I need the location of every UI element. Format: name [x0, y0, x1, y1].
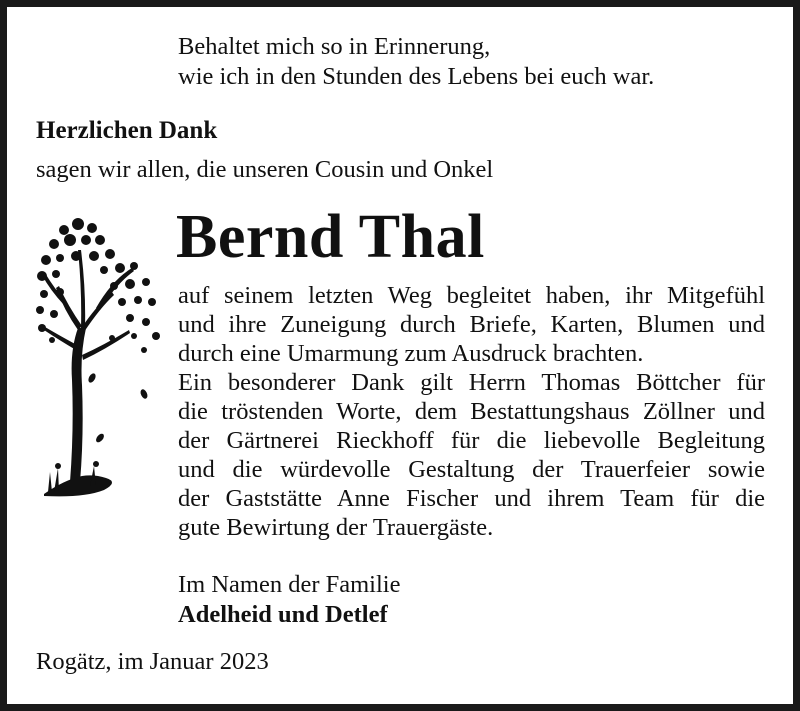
body-line: gute Bewirtung der Trauergäste. [178, 514, 494, 541]
body-line: der Gärtnerei Rieckhoff für die liebevolle Begleitung [178, 427, 765, 454]
body-line: auf seinem letzten Weg begleitet haben, ihr Mitgefühl [178, 282, 765, 309]
body-line: Ein besonderer Dank gilt Herrn Thomas Böttcher für [178, 369, 765, 396]
verse-line-2: wie ich in den Stunden des Lebens bei euch war. [178, 63, 655, 90]
signature-names: Adelheid und Detlef [178, 601, 388, 628]
thanks-intro: sagen wir allen, die unseren Cousin und Onkel [36, 156, 494, 183]
thanks-heading: Herzlichen Dank [36, 117, 218, 144]
thanks-body [178, 281, 765, 542]
signature-intro: Im Namen der Familie [178, 571, 401, 598]
body-line: und die würdevolle Gestaltung der Trauerfeier sowie [178, 456, 765, 483]
deceased-name: Bernd Thal [176, 203, 485, 271]
memorial-verse [178, 32, 654, 92]
body-line: die tröstenden Worte, dem Bestattungshaus Zöllner und [178, 398, 765, 425]
tree-icon [34, 210, 162, 502]
body-line: der Gaststätte Anne Fischer und ihrem Team für die [178, 485, 765, 512]
body-line: und ihre Zuneigung durch Briefe, Karten, Blumen und [178, 311, 765, 338]
place-date: Rogätz, im Januar 2023 [36, 648, 269, 675]
verse-line-1: Behaltet mich so in Erinnerung, [178, 33, 491, 60]
body-line: durch eine Umarmung zum Ausdruck brachten. [178, 340, 644, 367]
